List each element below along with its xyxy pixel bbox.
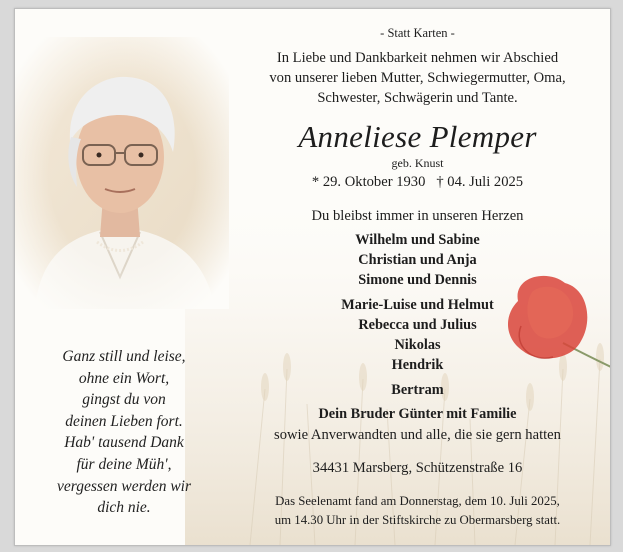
obituary-card <box>14 8 611 546</box>
mourner: Rebecca und Julius <box>358 317 477 333</box>
intro-line: In Liebe und Dankbarkeit nehmen wir Abschied <box>276 50 559 66</box>
mourner: Simone und Dennis <box>358 272 477 288</box>
poem-line: ohne ein Wort, <box>78 369 170 387</box>
poem-line: Hab' tausend Dank <box>64 434 184 452</box>
poem-line: für deine Müh', <box>76 455 172 473</box>
poem-line: Ganz still und leise, <box>62 348 186 365</box>
service-line: Das Seelenamt fand am Donnerstag, dem 10. Juli 2025, <box>275 494 560 508</box>
portrait-photo <box>15 37 229 309</box>
poem-line: dich nie. <box>97 499 151 517</box>
address: 34431 Marsberg, Schützenstraße 16 <box>312 460 523 476</box>
intro-line: von unserer lieben Mutter, Schwiegermutter, Oma, <box>269 70 566 86</box>
statt-karten-label: - Statt Karten - <box>380 26 455 40</box>
mourner: Hendrik <box>391 357 444 373</box>
poem <box>39 346 209 519</box>
poem-line: gingst du von <box>82 391 166 409</box>
intro-line: Schwester, Schwägerin und Tante. <box>317 90 518 106</box>
mourner: Christian und Anja <box>358 252 477 268</box>
poem-line: deinen Lieben fort. <box>65 412 183 430</box>
mourner: Marie-Luise und Helmut <box>341 297 494 313</box>
deceased-name: Anneliese Plemper <box>298 119 537 154</box>
relatives-line: sowie Anverwandten und alle, die sie gern hatten <box>274 427 561 443</box>
mourner: Wilhelm und Sabine <box>355 232 480 248</box>
service-line: um 14.30 Uhr in der Stiftskirche zu Obermarsberg statt. <box>274 513 561 527</box>
life-dates: * 29. Oktober 1930 † 04. Juli 2025 <box>311 174 524 190</box>
mourner: Nikolas <box>394 337 441 353</box>
birth-name: geb. Knust <box>391 156 444 170</box>
motto: Du bleibst immer in unseren Herzen <box>311 208 524 224</box>
mourner: Bertram <box>391 382 444 398</box>
poem-line: vergessen werden wir <box>56 477 192 495</box>
brother-line: Dein Bruder Günter mit Familie <box>318 406 517 422</box>
